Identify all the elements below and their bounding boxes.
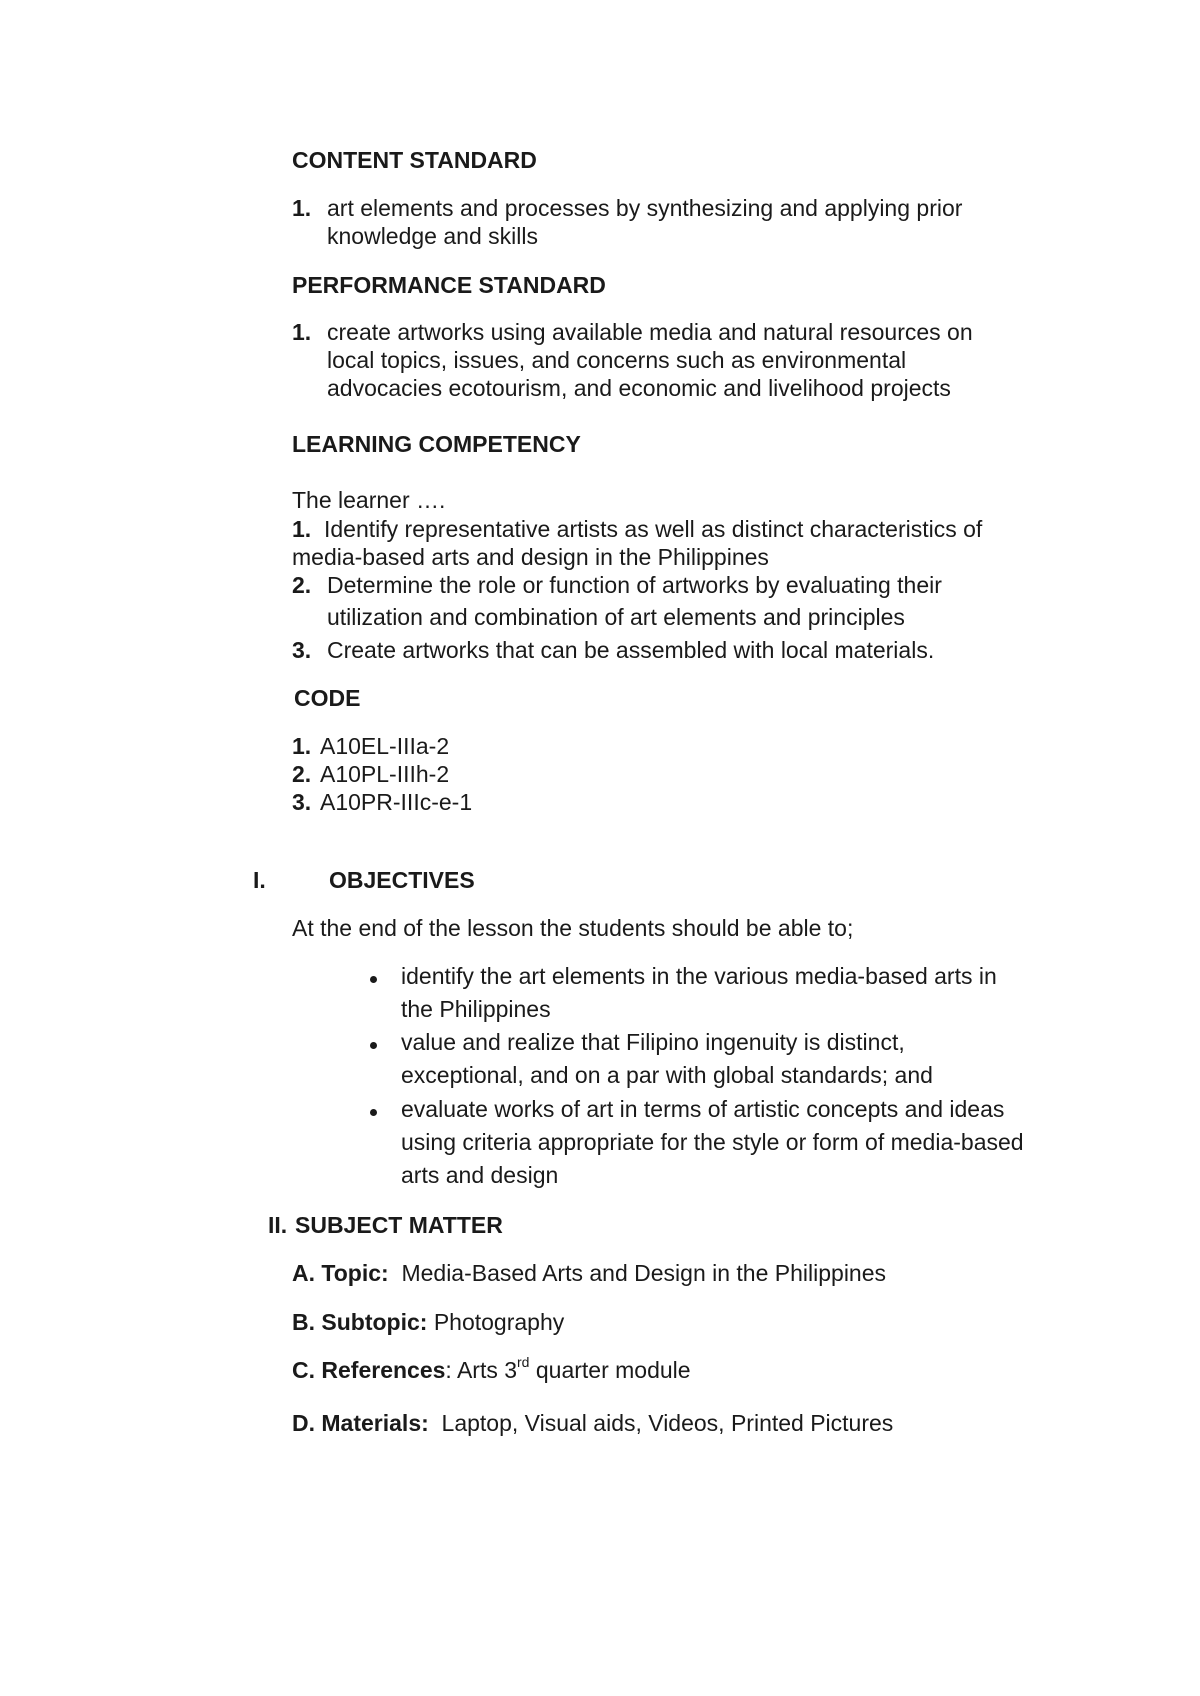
subject-topic-row xyxy=(292,1259,886,1287)
subject-subtopic-value: Photography xyxy=(433,1309,565,1335)
bullet-icon xyxy=(370,1109,377,1116)
objective-2-line-1: value and realize that Filipino ingenuity is distinct, xyxy=(401,1029,905,1055)
learning-competency-item-2-line-2: utilization and combination of art elements and principles xyxy=(327,604,905,630)
code-item-3-number: 3. xyxy=(292,789,312,815)
subject-topic-label: A. Topic: xyxy=(292,1260,389,1286)
content-standard-item-1-line-1: art elements and processes by synthesizing and applying prior xyxy=(327,195,963,221)
performance-standard-item-1-line-3: advocacies ecotourism, and economic and livelihood projects xyxy=(327,375,951,401)
objective-2-line-2: exceptional, and on a par with global standards; and xyxy=(401,1062,933,1088)
subject-subtopic-row xyxy=(292,1308,564,1336)
learning-competency-item-3-line-1: Create artworks that can be assembled with local materials. xyxy=(327,637,935,663)
subject-references-row xyxy=(292,1356,691,1384)
code-item-3-text: A10PR-IIIc-e-1 xyxy=(320,789,473,815)
subject-references-colon: : xyxy=(445,1357,452,1383)
bullet-icon xyxy=(370,976,377,983)
subject-materials-value: Laptop, Visual aids, Videos, Printed Pictures xyxy=(441,1410,894,1436)
performance-standard-item-1-line-1: create artworks using available media and natural resources on xyxy=(327,319,973,345)
subject-topic-value: Media-Based Arts and Design in the Philippines xyxy=(401,1260,887,1286)
content-standard-heading: CONTENT STANDARD xyxy=(292,147,537,173)
objective-3-line-2: using criteria appropriate for the style or form of media-based xyxy=(401,1129,1024,1155)
learning-competency-item-2-line-1: Determine the role or function of artworks by evaluating their xyxy=(327,572,942,598)
content-standard-item-1-number: 1. xyxy=(292,195,312,221)
learning-competency-heading: LEARNING COMPETENCY xyxy=(292,431,581,457)
subject-materials-row xyxy=(292,1409,893,1437)
content-standard-item-1-line-2: knowledge and skills xyxy=(327,223,538,249)
learning-competency-item-2-number: 2. xyxy=(292,572,312,598)
learning-competency-item-1-number: 1. xyxy=(292,516,312,542)
code-item-2-number: 2. xyxy=(292,761,312,787)
subject-matter-numeral: II. xyxy=(268,1212,288,1238)
subject-materials-label: D. Materials: xyxy=(292,1410,429,1436)
objectives-numeral: I. xyxy=(253,867,266,893)
learning-competency-item-3-number: 3. xyxy=(292,637,312,663)
subject-references-label: C. References xyxy=(292,1357,446,1383)
learning-competency-item-1-line-1: Identify representative artists as well as distinct characteristics of xyxy=(324,516,983,542)
code-item-1-text: A10EL-IIIa-2 xyxy=(320,733,450,759)
objective-3-line-3: arts and design xyxy=(401,1162,559,1188)
subject-subtopic-label: B. Subtopic: xyxy=(292,1309,428,1335)
subject-references-value-pre: Arts 3 xyxy=(456,1357,518,1383)
objective-1-line-1: identify the art elements in the various media-based arts in xyxy=(401,963,997,989)
bullet-icon xyxy=(370,1042,377,1049)
learning-competency-item-1-line-2: media-based arts and design in the Philippines xyxy=(292,544,769,570)
performance-standard-item-1-line-2: local topics, issues, and concerns such as environmental xyxy=(327,347,907,373)
objective-3-line-1: evaluate works of art in terms of artistic concepts and ideas xyxy=(401,1096,1005,1122)
code-item-2-text: A10PL-IIIh-2 xyxy=(320,761,450,787)
objectives-intro: At the end of the lesson the students should be able to; xyxy=(292,915,854,941)
objectives-heading: OBJECTIVES xyxy=(329,867,475,893)
objective-1-line-2: the Philippines xyxy=(401,996,551,1022)
subject-references-value-sup: rd xyxy=(517,1354,530,1371)
code-item-1-number: 1. xyxy=(292,733,312,759)
subject-matter-heading: SUBJECT MATTER xyxy=(295,1212,503,1238)
subject-references-value-post: quarter module xyxy=(529,1357,691,1383)
learning-competency-intro: The learner …. xyxy=(292,487,446,513)
performance-standard-heading: PERFORMANCE STANDARD xyxy=(292,272,606,298)
code-heading: CODE xyxy=(294,685,361,711)
performance-standard-item-1-number: 1. xyxy=(292,319,312,345)
